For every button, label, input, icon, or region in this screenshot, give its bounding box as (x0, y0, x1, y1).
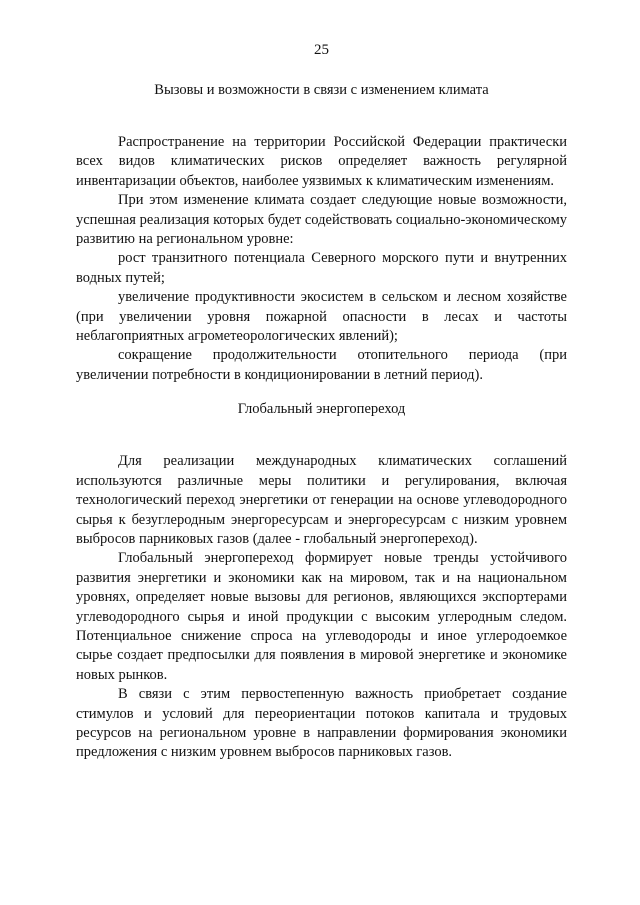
paragraph-energy-transition-trends: Глобальный энергопереход формирует новые тренды устойчивого развития энергетики и экономики как на мировом, так и на национальном уровнях, определяет новые вызовы для регионов, являющихся экспортерами углеводородного сырья и иной продукции с высоким углеродным следом. Потенциальное снижение спроса на углеводороды и иное углеродоемкое сырье создает предпосылки для появления в мировой энергетике и экономике новых рынков. (76, 550, 567, 683)
page-number: 25 (314, 42, 329, 58)
paragraph-energy-transition-definition: Для реализации международных климатических соглашений используются различные меры политики и регулирования, включая технологический переход энергетики от генерации на основе углеводородного сырья к безуглеродным энергоресурсам и энергоресурсам с низким уровнем выбросов парниковых газов (далее - глобальный энергопереход). (76, 453, 567, 547)
list-item-ecosystem-productivity: увеличение продуктивности экосистем в сельском и лесном хозяйстве (при увеличении уровня пожарной опасности в лесах и частоты неблагоприятных агрометеорологических явлений); (76, 289, 567, 345)
paragraph-climate-opportunities: При этом изменение климата создает следующие новые возможности, успешная реализация которых будет содействовать социально-экономическому развитию на региональном уровне: (76, 192, 567, 248)
list-item-northern-sea-route: рост транзитного потенциала Северного морского пути и внутренних водных путей; (76, 250, 567, 286)
paragraph-energy-transition-priorities: В связи с этим первостепенную важность приобретает создание стимулов и условий для переориентации потоков капитала и трудовых ресурсов на региональном уровне в направлении формирования экономики предложения с низким уровнем выбросов парниковых газов. (76, 686, 567, 761)
section-climate (76, 80, 567, 385)
section-heading-energy-transition: Глобальный энергопереход (237, 401, 406, 418)
paragraph-climate-risks: Распространение на территории Российской Федерации практически всех видов климатических рисков определяет важность регулярной инвентаризации объектов, наиболее уязвимых к климатическим изменениям. (76, 134, 567, 189)
section-heading-climate: Вызовы и возможности в связи с изменением климата (154, 82, 489, 98)
list-item-heating-period: сокращение продолжительности отопительного периода (при увеличении потребности в кондиционировании в летний период). (76, 347, 567, 383)
section-energy-transition (76, 399, 567, 763)
